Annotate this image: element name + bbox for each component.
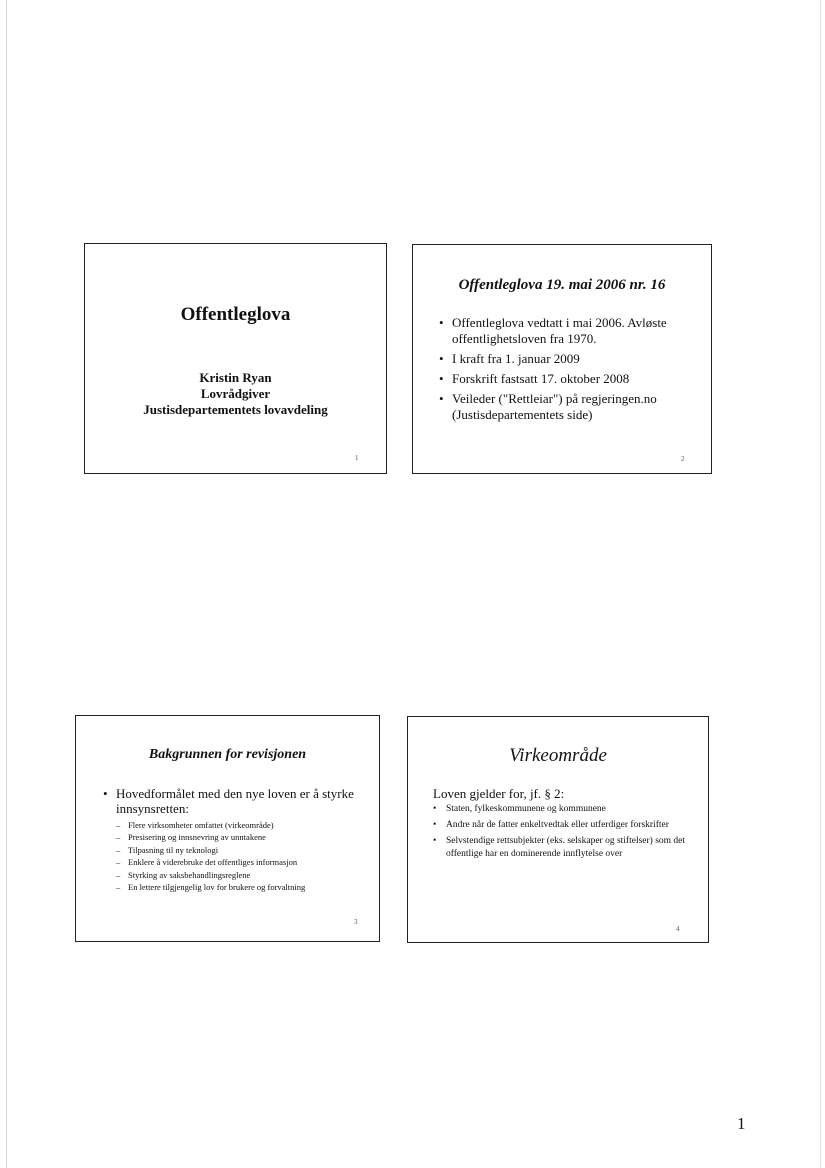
author-block — [85, 370, 386, 418]
bullet-list — [103, 786, 364, 893]
sub-bullet-item: – Enklere å viderebruke det offentliges informasjon — [116, 856, 364, 868]
sub-bullet-item: – Flere virksomheter omfattet (virkeområde) — [116, 819, 364, 831]
sub-bullet-item: – Styrking av saksbehandlingsreglene — [116, 869, 364, 881]
slide-title: Virkeområde — [509, 745, 607, 766]
slide-number: 2 — [681, 455, 685, 463]
slide-number: 4 — [676, 925, 680, 933]
slide-title: Bakgrunnen for revisjonen — [148, 747, 307, 762]
page-edge-right — [820, 0, 821, 1168]
sub-bullet-item: – Presisering og innsnevring av unntakene — [116, 831, 364, 843]
page-edge-left — [6, 0, 7, 1168]
bullet-list — [433, 803, 690, 864]
slide-number: 1 — [355, 454, 359, 462]
bullet-item — [103, 786, 364, 893]
sub-bullet-item: – En lettere tilgjengelig lov for brukere og forvaltning — [116, 881, 364, 893]
slide-title: Offentleglova — [180, 304, 291, 325]
slide-2 — [412, 244, 712, 474]
slide-4 — [407, 716, 709, 943]
slide-3 — [75, 715, 380, 942]
page-number: 1 — [737, 1114, 746, 1133]
bullet-item: • I kraft fra 1. januar 2009 — [439, 351, 699, 367]
bullet-item: • Staten, fylkeskommunene og kommunene — [433, 803, 690, 816]
author-role: Lovrådgiver — [200, 386, 271, 401]
slide-lead: Loven gjelder for, jf. § 2: — [433, 786, 565, 801]
author-department: Justisdepartementets lovavdeling — [143, 402, 328, 417]
bullet-item: • Andre når de fatter enkeltvedtak eller utferdiger forskrifter — [433, 819, 690, 832]
sub-bullet-list — [116, 819, 364, 893]
bullet-text: Hovedformålet med den nye loven er å styrke innsynsretten: — [116, 786, 354, 816]
bullet-item: • Forskrift fastsatt 17. oktober 2008 — [439, 371, 699, 387]
bullet-item: • Offentleglova vedtatt i mai 2006. Avløste offentlighetsloven fra 1970. — [439, 315, 699, 347]
bullet-list — [439, 315, 699, 427]
slide-1 — [84, 243, 387, 474]
slide-title: Offentleglova 19. mai 2006 nr. 16 — [458, 277, 666, 293]
bullet-item: • Veileder ("Rettleiar") på regjeringen.no (Justisdepartementets side) — [439, 391, 699, 423]
slide-number: 3 — [354, 918, 358, 926]
bullet-item: • Selvstendige rettsubjekter (eks. selskaper og stiftelser) som det offentlige har en dominerende innflytelse over — [433, 835, 690, 861]
author-name: Kristin Ryan — [199, 370, 272, 385]
sub-bullet-item: – Tilpasning til ny teknologi — [116, 844, 364, 856]
